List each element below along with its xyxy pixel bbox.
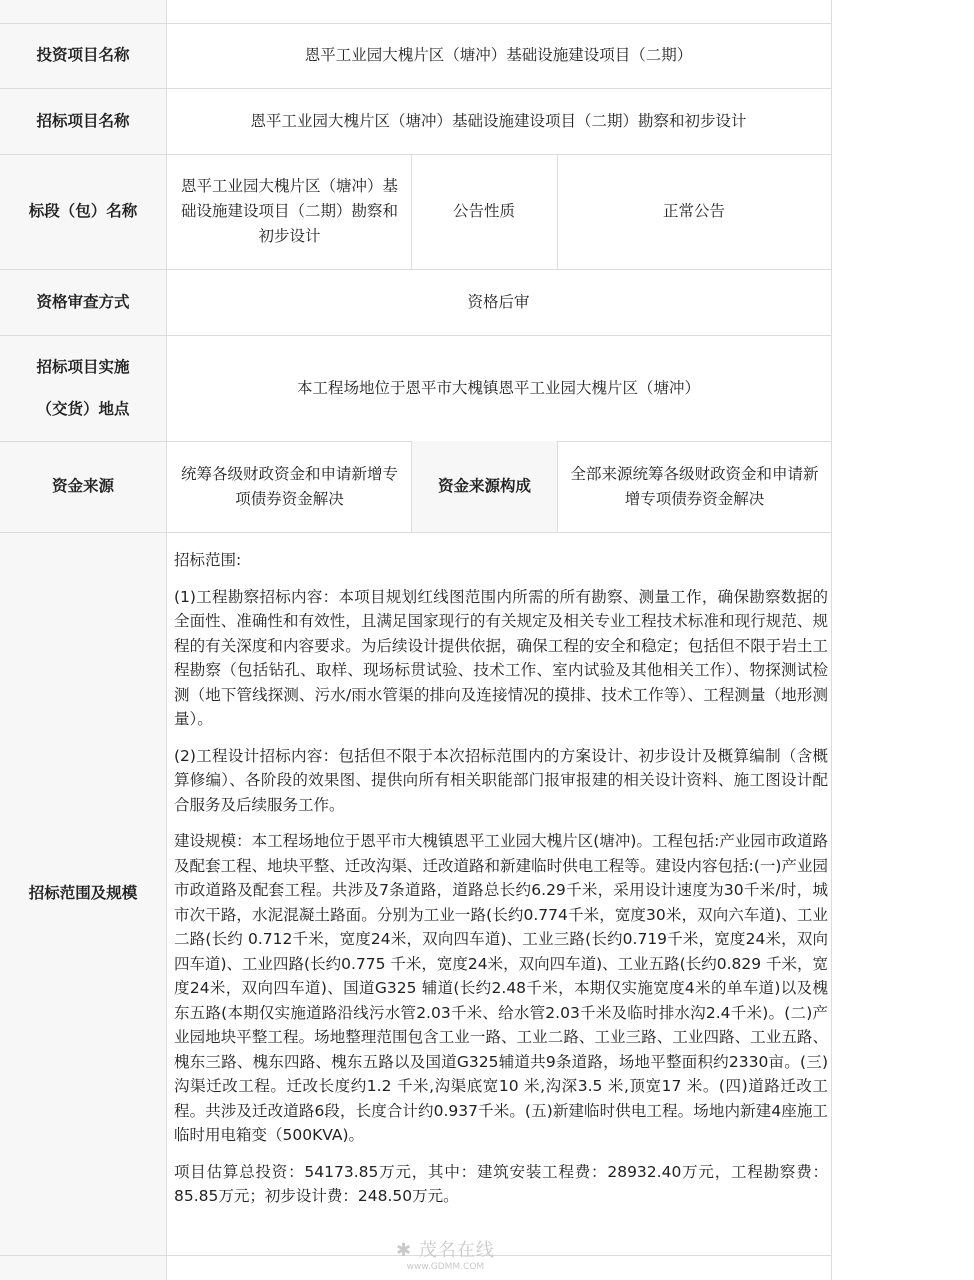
- watermark-url: www.GDMM.COM: [406, 1262, 485, 1272]
- funding-source-label: 资金来源: [51, 477, 114, 495]
- funding-composition-label: 资金来源构成: [412, 441, 557, 532]
- col-divider: [166, 0, 167, 1280]
- watermark-logo-icon: ✱: [396, 1240, 413, 1261]
- watermark: [396, 1236, 495, 1272]
- scope-design-paragraph: (2)工程设计招标内容：包括但不限于本次招标范围内的方案设计、初步设计及概算编制（含概算修编）、各阶段的效果图、提供向所有相关职能部门报审报建的相关设计资料、施工图设计配合服务及后续服务工作。: [174, 746, 828, 814]
- qualification-label: 资格审查方式: [36, 292, 130, 311]
- location-label: [0, 335, 166, 441]
- scope-scale-paragraph: 建设规模：本工程场地位于恩平市大槐镇恩平工业园大槐片区(塘冲)。工程包括:产业园市政道路及配套工程、地块平整、迁改沟渠、迁改道路和新建临时供电工程等。建设内容包括:(一)产业园市政道路及配套工程。共涉及7条道路，道路总长约6.29千米，采用设计速度为30千米/时，城市次干路，水泥混凝土路面。分别为工业一路(长约0.774千米，宽度30米，双向六车道)、工业二路(长约 0.712千米，宽度24米，双向四车道)、工业三路(长约0.719千米，宽度24米，双向四车道)、工业四路(长约0.775 千米，宽度24米，双向四车道)、工业五路(长约0.829 千米，宽度24米，双向四车道)、国道G325 辅道(长约2.48千米，本期仅实施宽度4米的单车道)以及槐东五路(本期仅实施道路沿线污水管2.03千米、给水管2.03千米及临时排水沟2.4千米)。(二)产业园地块平整工程。场地整理范围包含工业一路、工业二路、工业三路、工业四路、工业五路、槐东三路、槐东四路、槐东五路以及国道G325辅道共9条道路，场地平整面积约2330亩。(三)沟渠迁改工程。迁改长度约1.2 千米,沟渠底宽10 米,沟深3.5 米,顶宽17 米。(四)道路迁改工程。共涉及迁改道路6段，长度合计约0.937千米。(五)新建临时供电工程。场地内新建4座施工临时用电箱变（500KVA)。: [174, 832, 829, 1144]
- scope-content: [174, 548, 828, 1221]
- funding-source-value: 统筹各级财政资金和申请新增专项债券资金解决: [180, 464, 398, 508]
- watermark-brand: 茂名在线: [418, 1240, 495, 1261]
- notice-type-label: 公告性质: [452, 202, 515, 220]
- location-label-line1: 招标项目实施: [36, 358, 130, 376]
- scope-survey-paragraph: (1)工程勘察招标内容：本项目规划红线图范围内所需的所有勘察、测量工作，确保勘察数据的全面性、准确性和有效性，且满足国家现行的有关规定及相关专业工程技术标准和现行规范、规程的有关深度和内容要求。为后续设计提供依据，确保工程的安全和稳定；包括但不限于岩土工程勘察（包括钻孔、取样、现场标贯试验、技术工作、室内试验及其他相关工作）、物探测试检测（地下管线探测、污水/雨水管渠的排向及连接情况的摸排、技术工作等）、工程测量（地形测量）。: [174, 587, 828, 728]
- lot-name-label: 标段（包）名称: [28, 202, 138, 220]
- notice-type-value: 正常公告: [662, 202, 725, 220]
- investment-name-label: 投资项目名称: [36, 46, 130, 64]
- scope-label: 招标范围及规模: [28, 884, 138, 902]
- scope-investment-paragraph: 项目估算总投资：54173.85万元，其中：建筑安装工程费：28932.40万元，工程勘察费：85.85万元；初步设计费：248.50万元。: [174, 1162, 828, 1205]
- location-value: 本工程场地位于恩平市大槐镇恩平工业园大槐片区（塘冲）: [296, 378, 700, 397]
- location-label-line2: （交货）地点: [36, 400, 130, 418]
- scope-heading: 招标范围:: [174, 551, 242, 569]
- tender-name-value: 恩平工业园大槐片区（塘冲）基础设施建设项目（二期）勘察和初步设计: [250, 111, 747, 130]
- tender-name-label: 招标项目名称: [36, 111, 130, 130]
- lot-name-value: 恩平工业园大槐片区（塘冲）基础设施建设项目（二期）勘察和初步设计: [180, 177, 398, 245]
- investment-name-value: 恩平工业园大槐片区（塘冲）基础设施建设项目（二期）: [304, 46, 693, 64]
- funding-composition-value: 全部来源统筹各级财政资金和申请新增专项债券资金解决: [570, 464, 819, 508]
- table-right-border: [831, 0, 832, 1280]
- qualification-value: 资格后审: [467, 292, 530, 311]
